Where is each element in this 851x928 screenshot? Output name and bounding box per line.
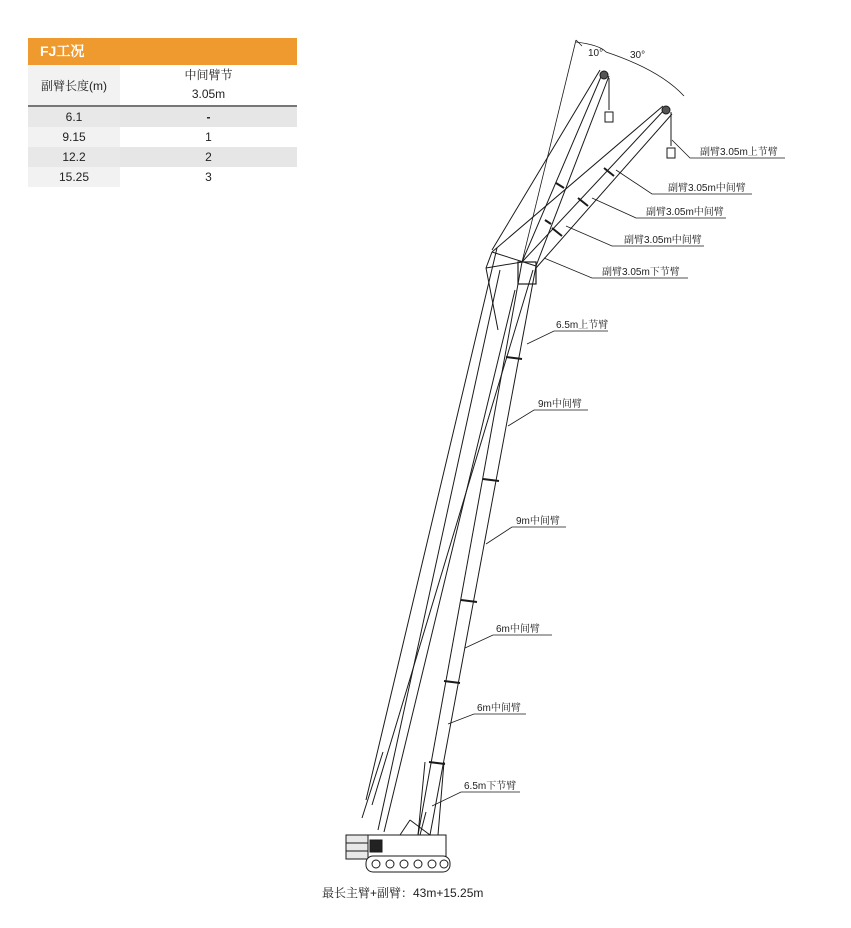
boom-label-9m-1: 9m中间臂 bbox=[538, 399, 582, 410]
row-length: 6.1 bbox=[28, 107, 120, 127]
jib-label-middle-3: 副臂3.05m中间臂 bbox=[624, 235, 702, 246]
row-count: 1 bbox=[205, 130, 212, 144]
boom-label-6m-2: 6m中间臂 bbox=[477, 703, 521, 714]
row-length: 12.2 bbox=[28, 147, 120, 167]
boom-label-9m-2: 9m中间臂 bbox=[516, 516, 560, 527]
angle-label-10: 10° bbox=[588, 48, 604, 59]
row-count: 2 bbox=[120, 147, 297, 167]
row-length: 15.25 bbox=[28, 167, 120, 187]
boom-label-6m-1: 6m中间臂 bbox=[496, 624, 540, 635]
jib-label-middle-1: 副臂3.05m中间臂 bbox=[668, 183, 746, 194]
boom-label-bottom: 6.5m下节臂 bbox=[464, 781, 517, 792]
table-title: FJ工况 bbox=[28, 38, 297, 65]
jib-label-top: 副臂3.05m上节臂 bbox=[700, 147, 778, 158]
row-length: 9.15 bbox=[28, 127, 120, 147]
jib-label-bottom: 副臂3.05m下节臂 bbox=[602, 267, 680, 278]
crawler-base bbox=[346, 812, 450, 872]
angle-label-30: 30° bbox=[630, 50, 646, 61]
main-boom bbox=[418, 262, 536, 835]
col-header-jib-length: 副臂长度(m) bbox=[28, 65, 120, 105]
row-count: 3 bbox=[205, 170, 212, 184]
diagram-caption: 最长主臂+副臂：43m+15.25m bbox=[322, 886, 484, 900]
pendant-lines bbox=[362, 248, 533, 832]
row-count: - bbox=[120, 107, 297, 127]
col-header-intermediate-line2: 3.05m bbox=[191, 87, 226, 101]
jib-label-middle-2: 副臂3.05m中间臂 bbox=[646, 207, 724, 218]
col-header-intermediate-line1: 中间臂节 bbox=[184, 68, 233, 82]
boom-label-top: 6.5m上节臂 bbox=[556, 320, 609, 331]
